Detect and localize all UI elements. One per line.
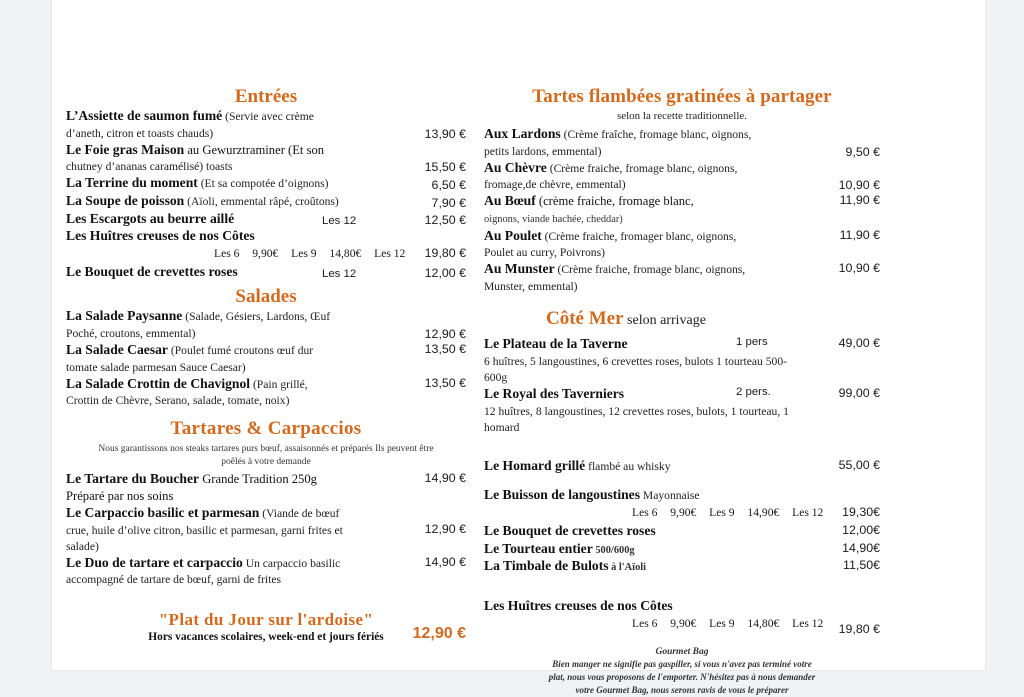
gourmet-bag-line-3: votre Gourmet Bag, nous serons ravis de vous le préparer — [575, 684, 789, 695]
menu-item — [484, 261, 880, 294]
item-price: 11,90 € — [839, 227, 880, 242]
menu-item — [66, 193, 466, 210]
item-desc-2: Poché, croutons, emmental) — [66, 326, 196, 340]
item-desc-2: oignons, viande hachée, cheddar) — [484, 214, 623, 226]
item-price: 99,00 € — [838, 386, 880, 400]
menu-item — [66, 555, 466, 588]
item-desc: (Aïoli, emmental râpé, croûtons) — [184, 195, 339, 209]
item-desc: (Crème fraiche, fromage blanc, oignons, — [554, 263, 746, 277]
item-name: Le Carpaccio basilic et parmesan — [66, 505, 260, 521]
item-price: 6,50 € — [431, 178, 466, 193]
tier-3-label: Les 12 — [792, 616, 824, 630]
menu-item — [66, 108, 466, 141]
item-name: La Salade Crottin de Chavignol — [66, 375, 251, 391]
item-desc: Mayonnaise — [640, 489, 700, 503]
gourmet-bag-line-2: plat, nous vous proposons de l'emporter. N'hésitez pas à nous demander — [548, 671, 816, 682]
item-desc-3: salade) — [66, 539, 99, 553]
item-name: La Salade Paysanne — [66, 308, 183, 324]
section-heading-tartares: Tartares & Carpaccios — [170, 418, 362, 440]
menu-item-platter — [484, 386, 880, 435]
item-quantity: 2 pers. — [736, 386, 771, 398]
menu-item — [484, 458, 880, 475]
section-heading-tartes-flambees: Tartes flambées gratinées à partager — [532, 86, 832, 107]
item-desc: 12 huîtres, 8 langoustines, 12 crevettes roses, bulots, 1 tourteau, 1 homard — [484, 404, 789, 434]
item-desc-2: Crottin de Chèvre, Serano, salade, tomate, noix) — [66, 394, 290, 408]
item-name: Au Bœuf — [484, 193, 536, 209]
item-desc: au Gewurztraminer (Et son — [184, 142, 325, 157]
menu-item — [66, 264, 466, 281]
item-desc: (crème fraiche, fromage blanc, — [535, 194, 694, 209]
item-price: 10,90 € — [838, 178, 880, 193]
item-price: 14,90€ — [842, 540, 880, 555]
item-desc: (Pain grillé, — [250, 377, 308, 391]
tier-2-label: Les 9 — [291, 246, 317, 260]
item-price: 11,90 € — [839, 193, 880, 208]
menu-item — [484, 228, 880, 261]
gourmet-bag-title: Gourmet Bag — [655, 646, 709, 657]
item-desc: Un carpaccio basilic — [242, 556, 341, 570]
tier-labels — [632, 506, 823, 519]
item-desc-2: Préparé par nos soins — [66, 488, 174, 503]
item-name: Au Poulet — [484, 227, 542, 243]
menu-column-right — [484, 0, 880, 697]
tier-1-price: 9,90€ — [252, 246, 279, 260]
tier-2-price: 14,80€ — [329, 246, 362, 260]
tier-2-label: Les 9 — [709, 616, 735, 630]
menu-item — [484, 160, 880, 193]
section-heading-salades: Salades — [235, 286, 297, 308]
gourmet-bag-block — [484, 647, 880, 697]
cote-mer-title: Côté Mer — [546, 308, 624, 330]
item-desc-2: Munster, emmental) — [484, 280, 578, 293]
menu-item-oysters-tiers — [484, 616, 880, 636]
menu-item — [66, 175, 466, 192]
menu-item — [66, 211, 466, 228]
item-price: 7,90 € — [431, 195, 466, 210]
menu-item — [66, 308, 466, 341]
menu-item — [66, 471, 466, 504]
item-name: Les Escargots au beurre aillé — [66, 210, 235, 226]
menu-item — [66, 342, 466, 375]
menu-item-buisson-tiers — [484, 505, 880, 522]
item-desc: (Et sa compotée d’oignons) — [197, 177, 329, 191]
item-price: 14,90 € — [424, 554, 466, 569]
tier-labels — [214, 247, 405, 260]
item-desc: Grande Tradition 250g — [199, 472, 317, 487]
item-price: 49,00 € — [838, 336, 880, 351]
item-desc-2: crue, huile d’olive citron, basilic et parmesan, garni frites et — [66, 523, 343, 537]
item-price: 11,50€ — [843, 558, 880, 573]
item-price: 15,50 € — [424, 160, 466, 175]
item-price: 10,90 € — [838, 261, 880, 276]
item-name: Au Munster — [484, 261, 555, 277]
item-desc: 6 huîtres, 5 langoustines, 6 crevettes roses, bulots 1 tourteau 500-600g — [484, 354, 787, 384]
menu-item-oysters — [66, 228, 466, 245]
item-quantity: Les 12 — [322, 215, 357, 228]
item-desc: (Viande de bœuf — [259, 507, 340, 521]
plat-du-jour-price: 12,90 € — [412, 624, 466, 642]
item-quantity: Les 12 — [322, 268, 357, 281]
item-price: 14,90 € — [424, 471, 466, 486]
item-desc-2: accompagné de tartare de bœuf, garni de frites — [66, 573, 282, 587]
gourmet-bag-line-1: Bien manger ne signifie pas gaspiller, si vous n'avez pas terminé votre — [552, 658, 812, 669]
tier-1-label: Les 6 — [632, 506, 658, 520]
item-desc: (Crème fraîche, fromage blanc, oignons, — [560, 128, 752, 141]
item-desc-2: petits lardons, emmental) — [484, 144, 602, 158]
menu-item-oysters — [484, 598, 880, 615]
item-price: 12,00€ — [842, 523, 880, 538]
menu-item — [66, 505, 466, 554]
menu-item — [484, 126, 880, 159]
item-price: 9,50 € — [845, 144, 880, 159]
item-price: 55,00 € — [838, 457, 880, 472]
item-name: Le Plateau de la Taverne — [484, 336, 628, 352]
item-name: Le Bouquet de crevettes roses — [484, 523, 656, 539]
tier-3-label: Les 12 — [374, 246, 406, 260]
item-desc-2: d’aneth, citron et toasts chauds) — [66, 126, 214, 140]
item-name: Le Foie gras Maison — [66, 141, 185, 157]
item-name: Le Duo de tartare et carpaccio — [66, 554, 243, 570]
item-price: 19,80 € — [838, 621, 880, 636]
menu-item — [484, 523, 880, 540]
item-name: L’Assiette de saumon fumé — [66, 108, 223, 123]
item-price: 19,80 € — [424, 245, 466, 260]
menu-item-oysters-tiers — [66, 246, 466, 263]
item-name: Les Huîtres creuses de nos Côtes — [484, 597, 673, 613]
item-desc: (Servie avec crème — [222, 110, 314, 123]
menu-item-platter — [484, 336, 880, 385]
menu-page — [52, 0, 985, 695]
item-price: 12,00 € — [424, 266, 466, 281]
item-name: La Soupe de poisson — [66, 193, 185, 209]
item-desc: flambé au whisky — [585, 459, 671, 473]
section-heading-entrees: Entrées — [234, 86, 298, 107]
tartes-subnote: selon la recette traditionnelle. — [616, 110, 748, 122]
item-price: 12,90 € — [424, 522, 466, 537]
item-desc: à l'Aïoli — [608, 562, 647, 574]
menu-item — [484, 193, 880, 226]
cote-mer-subtitle: selon arrivage — [623, 313, 706, 329]
item-name: Le Bouquet de crevettes roses — [66, 263, 238, 279]
item-name: Le Homard grillé — [484, 457, 586, 473]
item-price: 12,50 € — [424, 213, 466, 228]
item-name: Le Royal des Taverniers — [484, 386, 625, 401]
tier-1-label: Les 6 — [214, 246, 240, 260]
tier-labels — [632, 617, 823, 630]
menu-item — [66, 376, 466, 409]
item-price: 12,90 € — [424, 327, 466, 342]
item-desc: (Crème fraiche, fromage blanc, oignons, — [546, 161, 738, 175]
tartares-intro-note: Nous garantissons nos steaks tartares purs bœuf, assaisonnés et préparés Ils peuvent être poêlés à votre demande — [98, 444, 434, 468]
item-price: 13,50 € — [424, 375, 466, 390]
item-desc: 500/600g — [592, 544, 635, 556]
item-name: La Timbale de Bulots — [484, 558, 609, 574]
item-name: Le Tartare du Boucher — [66, 471, 200, 487]
item-price: 13,90 € — [424, 126, 466, 141]
tier-1-label: Les 6 — [632, 616, 658, 630]
item-desc-2: chutney d’ananas caramélisé) toasts — [66, 160, 233, 174]
tier-2-price: 14,90€ — [747, 506, 780, 520]
item-desc-2: fromage,de chèvre, emmental) — [484, 178, 626, 192]
item-name: La Terrine du moment — [66, 175, 198, 191]
item-desc: (Poulet fumé croutons œuf dur — [167, 344, 314, 358]
plat-du-jour-title: "Plat du Jour sur l'ardoise" — [158, 609, 374, 629]
tier-2-label: Les 9 — [709, 506, 735, 520]
plat-du-jour-block — [66, 610, 466, 643]
item-name: Au Chèvre — [484, 159, 547, 175]
menu-column-left — [66, 0, 466, 643]
item-name: Aux Lardons — [484, 126, 561, 141]
menu-item — [66, 142, 466, 175]
menu-item — [484, 487, 880, 504]
plat-du-jour-subtitle: Hors vacances scolaires, week-end et jours fériés — [148, 630, 384, 643]
item-desc-2: tomate salade parmesan Sauce Caesar) — [66, 360, 246, 374]
item-desc-2: Poulet au curry, Poivrons) — [484, 246, 605, 260]
menu-item — [484, 541, 880, 558]
item-name: Les Huîtres creuses de nos Côtes — [66, 228, 255, 244]
menu-item — [484, 558, 880, 575]
section-heading-cote-mer — [484, 308, 880, 330]
tier-3-label: Les 12 — [792, 506, 824, 520]
tier-2-price: 14,80€ — [747, 616, 780, 630]
item-price: 13,50 € — [424, 342, 466, 357]
item-name: La Salade Caesar — [66, 342, 168, 358]
tier-1-price: 9,90€ — [670, 616, 697, 630]
item-desc: (Salade, Gésiers, Lardons, Œuf — [182, 310, 331, 324]
item-quantity: 1 pers — [736, 336, 768, 349]
item-name: Le Tourteau entier — [484, 540, 593, 556]
item-name: Le Buisson de langoustines — [484, 487, 640, 503]
item-desc: (Crème fraiche, fromager blanc, oignons, — [541, 229, 737, 243]
tier-1-price: 9,90€ — [670, 506, 697, 520]
item-price: 19,30€ — [842, 505, 880, 520]
